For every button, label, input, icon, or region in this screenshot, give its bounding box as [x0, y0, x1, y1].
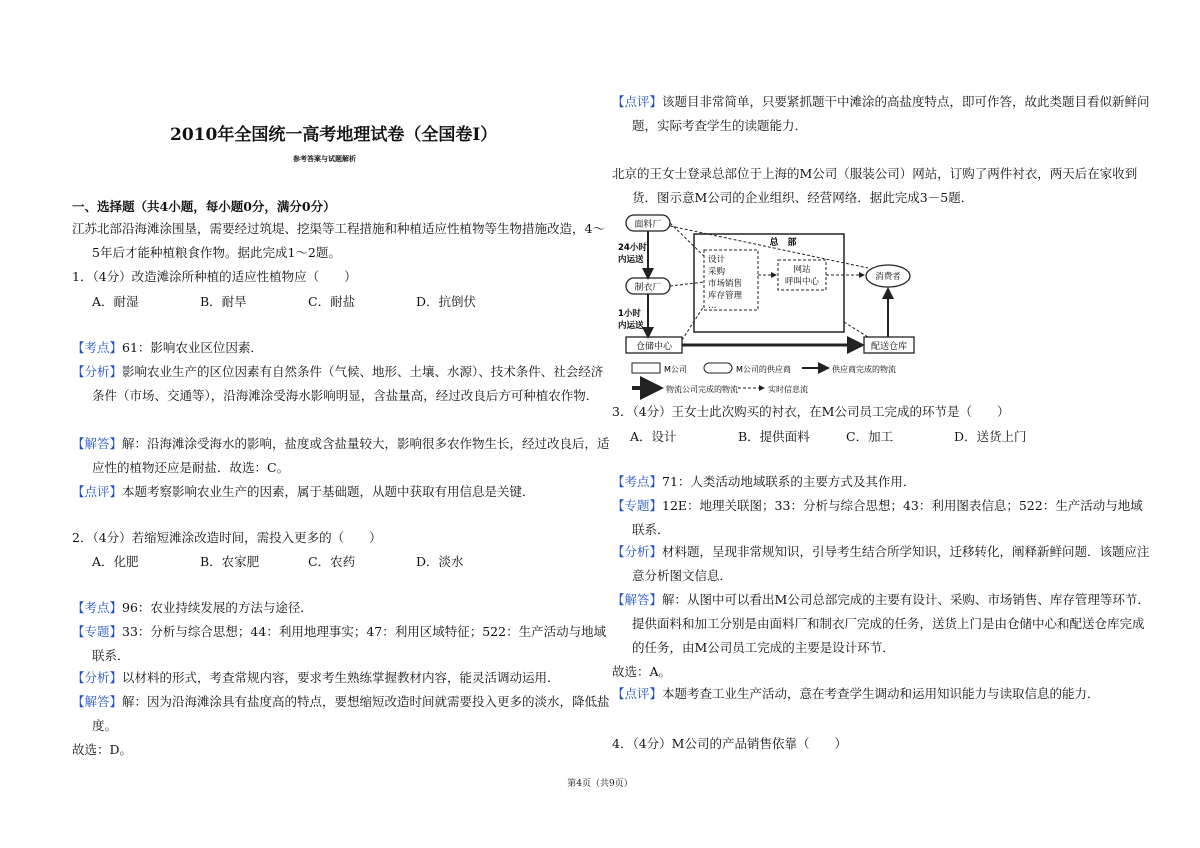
consumer-label: 消费者 — [875, 272, 901, 282]
q3-zhuanti — [612, 494, 1152, 542]
q3-dianping-text: 本题考查工业生产活动，意在考查学生调动和运用知识能力与读取信息的能力． — [662, 686, 1100, 701]
dianping-tag: 【点评】 — [612, 686, 663, 701]
intro-2: 北京的王女士登录总部位于上海的M公司（服装公司）网站，订购了两件衬衣，两天后在家收到货．图示意M公司的企业组织、经营网络．据此完成3－5题． — [612, 166, 1138, 205]
garment-factory-label: 制衣厂 — [634, 283, 662, 293]
q2-option-c: C．农药 — [308, 554, 356, 569]
zhuanti-tag: 【专题】 — [72, 624, 123, 639]
q1-option-d: D．抗倒伏 — [416, 294, 477, 309]
q2-options — [92, 552, 524, 570]
q4-stem: 4．（4分）M公司的产品销售依靠（ ） — [612, 736, 847, 751]
q2-kaodian — [72, 596, 612, 620]
q3-kaodian — [612, 470, 1152, 494]
kaodian-tag: 【考点】 — [72, 600, 123, 615]
q3-jieda-text: 解：从图中可以看出M公司总部完成的主要有设计、采购、市场销售、库存管理等环节．提供面料和加工分别是由面料厂和制衣厂完成的任务，送货上门是由仓储中心和配送仓库完成的任务，由M公司员工完成的主要是设计环节． — [632, 592, 1150, 655]
network-figure — [618, 212, 958, 400]
q1-jieda-text: 解：沿海滩涂受海水的影响，盐度或含盐量较大，影响很多农作物生长，经过改良后，适应性的植物还应是耐盐．故选：C。 — [92, 436, 610, 475]
hq-label: 总 部 — [769, 238, 797, 248]
fabric-factory-label: 面料厂 — [634, 220, 662, 230]
q2-jieda — [72, 690, 612, 738]
fenxi-tag: 【分析】 — [72, 364, 123, 379]
q1-kaodian — [72, 336, 612, 360]
q2-dianping — [612, 90, 1152, 138]
q1-option-b: B．耐旱 — [200, 294, 247, 309]
jieda-tag: 【解答】 — [72, 436, 123, 451]
time-1h-1: 1小时 — [618, 309, 641, 319]
q2-fenxi-text: 以材料的形式，考查常规内容，要求考生熟练掌握教材内容，能灵活调动运用． — [122, 670, 560, 685]
q3-zhuanti-text: 12E：地理关联图；33：分析与综合思想；43：利用图表信息；522：生产活动与地域联系． — [632, 498, 1143, 537]
q2-zhuanti — [72, 620, 612, 668]
page-footer: 第4页（共9页） — [567, 779, 633, 789]
q1-kaodian-text: 61：影响农业区位因素． — [122, 340, 263, 355]
q3-answer: 故选：A。 — [612, 664, 672, 679]
fn-inventory: 库存管理 — [708, 291, 743, 301]
q2-answer: 故选：D。 — [72, 742, 133, 757]
q3-option-c: C．加工 — [846, 429, 894, 444]
web-label: 网站 — [793, 265, 811, 275]
q1-stem: 1．（4分）改造滩涂所种植的适应性植物应（ ） — [72, 269, 357, 284]
fn-more: … — [708, 301, 717, 311]
legend-company: M公司 — [664, 365, 687, 374]
q2-jieda-text: 解：因为沿海滩涂具有盐度高的特点，要想缩短改造时间就需要投入更多的淡水，降低盐度。 — [92, 694, 610, 733]
page-subtitle: 参考答案与试题解析 — [293, 154, 356, 163]
fenxi-tag: 【分析】 — [612, 544, 663, 559]
dianping-tag: 【点评】 — [72, 484, 123, 499]
q2-kaodian-text: 96：农业持续发展的方法与途径． — [122, 600, 313, 615]
q1-fenxi — [72, 360, 612, 408]
jieda-tag: 【解答】 — [72, 694, 123, 709]
kaodian-tag: 【考点】 — [72, 340, 123, 355]
q1-option-a: A．耐湿 — [92, 294, 139, 309]
section-heading: 一、选择题（共4小题，每小题0分，满分0分） — [72, 199, 336, 214]
fn-sales: 市场销售 — [708, 279, 743, 289]
fn-design: 设计 — [708, 255, 726, 265]
q2-option-b: B．农家肥 — [200, 554, 260, 569]
q1-option-c: C．耐盐 — [308, 294, 356, 309]
zhuanti-tag: 【专题】 — [612, 498, 663, 513]
q3-jieda — [612, 588, 1152, 660]
time-1h-2: 内运送 — [618, 321, 644, 331]
delivery-label: 配送仓库 — [870, 342, 908, 352]
q1-options — [92, 292, 524, 310]
time-24h-2: 内运送 — [618, 255, 644, 265]
q3-options — [630, 427, 1062, 445]
legend-supplier-flow: 供应商完成的物流 — [832, 365, 896, 374]
dianping-tag: 【点评】 — [612, 94, 663, 109]
q3-dianping — [612, 682, 1152, 706]
legend-supplier: M公司的供应商 — [736, 365, 791, 374]
legend-supplier-swatch — [704, 363, 732, 373]
q3-fenxi-text: 材料题，呈现非常规知识，引导考生结合所学知识，迁移转化，阐释新鲜问题．该题应注意分析图文信息． — [632, 544, 1150, 583]
q3-option-d: D．送货上门 — [954, 429, 1027, 444]
q3-fenxi — [612, 540, 1152, 588]
q2-option-d: D．淡水 — [416, 554, 464, 569]
kaodian-tag: 【考点】 — [612, 474, 663, 489]
q1-dianping — [72, 480, 612, 504]
q2-fenxi — [72, 666, 612, 690]
page-title: 2010年全国统一高考地理试卷（全国卷Ⅰ） — [170, 125, 498, 145]
time-24h-1: 24小时 — [618, 243, 647, 253]
q3-kaodian-text: 71：人类活动地域联系的主要方式及其作用． — [662, 474, 916, 489]
q1-dianping-text: 本题考察影响农业生产的因素，属于基础题，从题中获取有用信息是关键． — [122, 484, 535, 499]
warehouse-label: 仓储中心 — [635, 342, 673, 352]
legend-logistics: 物流公司完成的物流 — [666, 385, 738, 394]
legend-company-swatch — [632, 363, 660, 373]
q2-zhuanti-text: 33：分析与综合思想；44：利用地理事实；47：利用区域特征；522：生产活动与地域联系． — [92, 624, 607, 663]
q3-stem: 3．（4分）王女士此次购买的衬衣，在M公司员工完成的环节是（ ） — [612, 404, 1010, 419]
q2-stem: 2．（4分）若缩短滩涂改造时间，需投入更多的（ ） — [72, 530, 382, 545]
jieda-tag: 【解答】 — [612, 592, 663, 607]
legend-info: 实时信息流 — [768, 385, 808, 394]
fenxi-tag: 【分析】 — [72, 670, 123, 685]
figure-legend — [632, 363, 896, 394]
q3-option-a: A．设计 — [630, 429, 677, 444]
q3-option-b: B．提供面料 — [738, 429, 810, 444]
fn-purchase: 采购 — [708, 267, 726, 277]
q2-option-a: A．化肥 — [92, 554, 139, 569]
q1-jieda — [72, 432, 612, 480]
q1-fenxi-text: 影响农业生产的区位因素有自然条件（气候、地形、土壤、水源）、技术条件、社会经济条件（市场、交通等），沿海滩涂受海水影响明显，含盐量高，经过改良后方可种植农作物． — [92, 364, 604, 403]
call-center-label: 呼叫中心 — [784, 277, 820, 287]
intro-1: 江苏北部沿海滩涂围垦，需要经过筑堤、挖渠等工程措施和种植适应性植物等生物措施改造，4～5年后才能种植粮食作物。据此完成1～2题。 — [72, 221, 605, 260]
q2-dianping-text: 该题目非常简单，只要紧抓题干中滩涂的高盐度特点，即可作答，故此类题目看似新鲜问题，实际考查学生的读题能力． — [632, 94, 1150, 133]
